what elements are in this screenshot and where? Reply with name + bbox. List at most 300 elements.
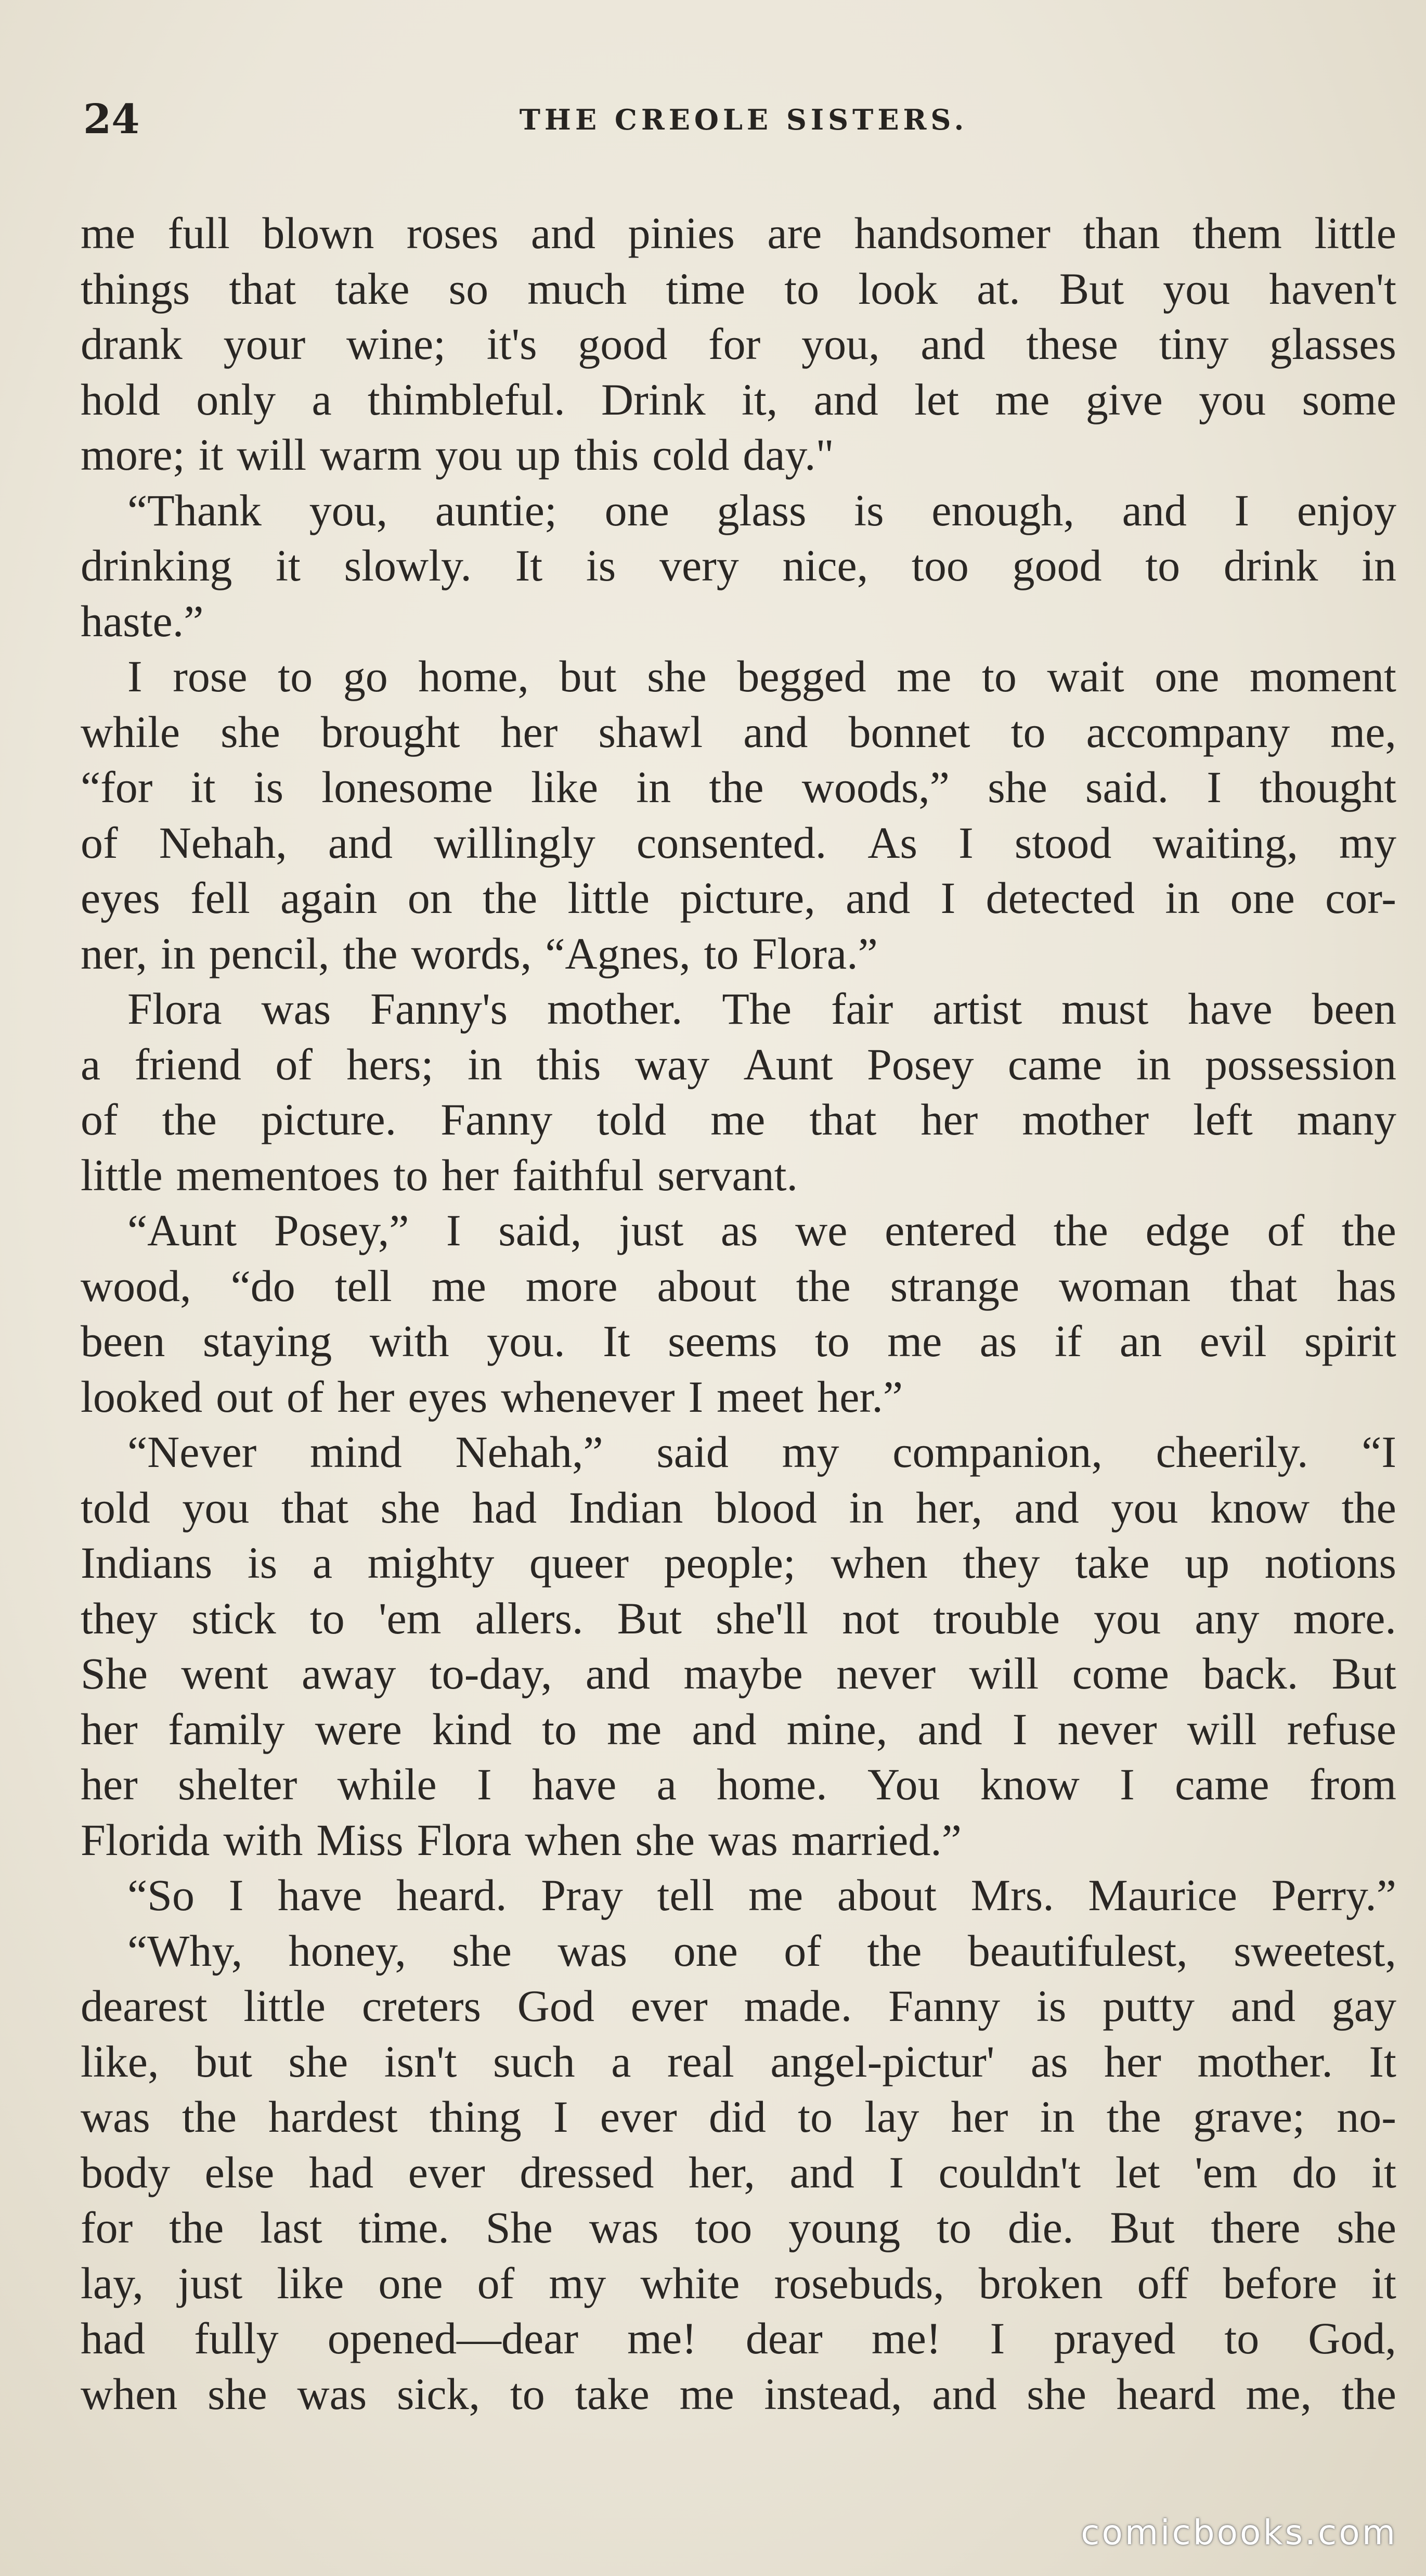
text-line	[81, 316, 1396, 372]
word: As	[867, 817, 917, 868]
word: woman	[1059, 1260, 1191, 1311]
word: and	[1230, 1981, 1295, 2031]
word: to	[393, 1150, 429, 1200]
word: “Never	[127, 1427, 257, 1477]
word: when	[81, 2368, 178, 2419]
text-line	[81, 1480, 1396, 1536]
word: Nehah,”	[455, 1427, 603, 1477]
word: came	[1175, 1759, 1269, 1809]
word: had	[308, 2147, 374, 2197]
word: time	[666, 263, 746, 314]
word: came	[1007, 1039, 1103, 1089]
word: eyes	[408, 1371, 488, 1422]
word: last	[260, 2203, 322, 2252]
word: in	[849, 1482, 884, 1532]
word: has	[1337, 1260, 1396, 1311]
word: Indian	[568, 1482, 683, 1532]
word: was	[297, 2368, 367, 2419]
word: said.	[1085, 762, 1169, 812]
word: they	[81, 1593, 158, 1643]
word: with	[223, 1814, 303, 1865]
word: ever	[630, 1981, 708, 2031]
word: like	[277, 2258, 344, 2308]
word: I	[1012, 1704, 1028, 1754]
word: me!	[871, 2313, 941, 2363]
word: have	[278, 1870, 362, 1920]
word: off	[1137, 2258, 1189, 2308]
word: take	[575, 2368, 650, 2419]
word: will	[1187, 1704, 1257, 1754]
word: we	[795, 1205, 848, 1255]
word: ever	[408, 2147, 485, 2197]
word: seems	[668, 1316, 777, 1366]
word: to	[542, 1704, 577, 1754]
word: to	[937, 2203, 971, 2252]
word: I	[477, 1759, 492, 1809]
word: and	[743, 706, 808, 757]
word: God	[517, 1981, 594, 2031]
word: Posey,”	[274, 1205, 409, 1255]
word: thimbleful.	[367, 374, 565, 424]
word: give	[1085, 374, 1163, 424]
word: drank	[81, 319, 183, 369]
word: not	[842, 1593, 900, 1643]
word: body	[81, 2147, 170, 2197]
word: her	[81, 1704, 138, 1754]
text-line	[81, 1148, 1396, 1203]
text-line	[81, 1591, 1396, 1646]
word: notions	[1264, 1538, 1396, 1588]
word: rosebuds,	[774, 2258, 944, 2308]
word: said,	[498, 1205, 582, 1255]
word: hardest	[268, 2092, 398, 2142]
word: had	[81, 2313, 146, 2363]
word: have	[1188, 984, 1273, 1034]
word: drinking	[81, 540, 232, 590]
word: let	[914, 374, 960, 424]
text-line	[81, 1313, 1396, 1369]
word: You	[867, 1759, 940, 1809]
text-line	[81, 1424, 1396, 1480]
word: in	[467, 1039, 502, 1089]
word: kind	[432, 1704, 512, 1754]
word: her	[500, 706, 558, 757]
word: in	[160, 928, 196, 978]
word: home,	[418, 651, 529, 701]
word: I	[889, 2147, 904, 2197]
word: I	[228, 1870, 244, 1920]
word: picture.	[261, 1094, 397, 1144]
word: a	[656, 1759, 677, 1809]
word: more	[525, 1260, 618, 1311]
text-line	[81, 759, 1396, 815]
word: handsomer	[854, 208, 1051, 258]
text-line	[81, 594, 1396, 649]
word: like,	[81, 2036, 159, 2086]
watermark-logo: comicbooks.com	[1081, 2513, 1397, 2553]
word: was	[589, 2203, 659, 2252]
word: to-day,	[429, 1648, 552, 1698]
word: She	[485, 2203, 553, 2252]
word: know	[980, 1759, 1080, 1809]
word: I	[688, 1371, 704, 1422]
word: full	[167, 208, 230, 258]
word: heard	[1116, 2368, 1216, 2419]
word: and	[328, 817, 393, 868]
word: day."	[743, 430, 834, 480]
word: the	[182, 2092, 237, 2142]
word: and	[846, 873, 911, 923]
word: Pray	[541, 1870, 623, 1920]
word: is	[586, 540, 616, 590]
word: more;	[81, 430, 185, 480]
word: up	[516, 430, 561, 480]
word: “So	[127, 1870, 195, 1920]
word: the	[1341, 1482, 1396, 1532]
word: Nehah,	[159, 817, 287, 868]
word: was	[708, 1814, 778, 1865]
word: me	[679, 2368, 734, 2419]
word: I	[553, 2092, 568, 2142]
word: staying	[202, 1316, 332, 1366]
word: was	[558, 1925, 628, 1976]
word: consented.	[636, 817, 827, 868]
word: possession	[1205, 1039, 1396, 1089]
word: a	[312, 1538, 333, 1588]
word: lay	[864, 2092, 919, 2142]
word: me	[81, 208, 136, 258]
word: to	[510, 2368, 545, 2419]
word: you,	[801, 319, 880, 369]
word: have	[531, 1759, 617, 1809]
body-text	[81, 205, 1396, 2422]
word: ner,	[81, 928, 147, 978]
word: lonesome	[321, 762, 493, 812]
word: strange	[890, 1260, 1020, 1311]
word: bonnet	[848, 706, 970, 757]
word: friend	[134, 1039, 241, 1089]
word: one	[378, 2258, 443, 2308]
word: it	[1371, 2147, 1396, 2197]
word: many	[1297, 1094, 1396, 1144]
word: faithful	[512, 1150, 644, 1200]
word: to	[1224, 2313, 1260, 2363]
text-line	[81, 870, 1396, 926]
word: any	[1195, 1593, 1260, 1643]
word: them	[1192, 208, 1282, 258]
word: before	[1223, 2258, 1338, 2308]
word: she	[288, 2036, 348, 2086]
word: little	[243, 1981, 326, 2031]
word: much	[527, 263, 627, 314]
word: Fanny	[888, 1981, 1001, 2031]
word: way	[634, 1039, 710, 1089]
word: for	[708, 319, 761, 369]
text-line	[81, 2145, 1396, 2200]
text-line	[81, 1369, 1396, 1425]
word: some	[1302, 374, 1396, 424]
word: had	[472, 1482, 537, 1532]
word: her	[921, 1094, 978, 1144]
word: you	[1094, 1593, 1161, 1643]
word: her,	[916, 1482, 982, 1532]
word: enough,	[931, 485, 1074, 535]
word: But	[1110, 2203, 1175, 2252]
word: willingly	[434, 817, 595, 868]
word: “for	[81, 762, 153, 812]
running-title: THE CREOLE SISTERS.	[519, 103, 968, 136]
word: she	[380, 1482, 440, 1532]
word: and	[789, 2147, 854, 2197]
word: her,	[688, 2147, 755, 2197]
word: made.	[744, 1981, 852, 2031]
word: up	[1185, 1538, 1230, 1588]
word: slowly.	[344, 540, 472, 590]
word: with	[369, 1316, 449, 1366]
word: my	[549, 2258, 606, 2308]
word: Flora	[417, 1814, 512, 1865]
word: is	[854, 485, 884, 535]
word: like	[531, 762, 599, 812]
word: about	[657, 1260, 757, 1311]
word: just	[178, 2258, 243, 2308]
word: servant.	[657, 1150, 798, 1200]
word: that	[281, 1482, 349, 1532]
word: one	[604, 485, 669, 535]
word: too	[695, 2203, 753, 2252]
word: honey,	[288, 1925, 406, 1976]
word: of	[275, 1039, 313, 1089]
word: mother.	[1197, 2036, 1333, 2086]
word: cold	[652, 430, 730, 480]
word: hold	[81, 374, 160, 424]
text-line	[81, 2311, 1396, 2366]
word: accompany	[1086, 706, 1290, 757]
word: she	[647, 651, 707, 701]
word: shelter	[178, 1759, 297, 1809]
word: drink	[1223, 540, 1318, 590]
word: spirit	[1304, 1316, 1396, 1366]
word: the	[867, 1925, 922, 1976]
word: But	[617, 1593, 682, 1643]
word: broken	[978, 2258, 1103, 2308]
word: out	[216, 1371, 273, 1422]
word: take	[1075, 1538, 1150, 1588]
word: allers.	[475, 1593, 584, 1643]
word: more.	[1293, 1593, 1396, 1643]
word: I	[1234, 485, 1250, 535]
word: artist	[932, 984, 1022, 1034]
word: look	[858, 263, 938, 314]
word: of	[286, 1371, 324, 1422]
word: she'll	[716, 1593, 809, 1643]
word: and	[692, 1704, 757, 1754]
text-line	[81, 981, 1396, 1037]
word: again	[280, 873, 378, 923]
word: said	[656, 1427, 729, 1477]
word: 'em	[378, 1593, 442, 1643]
text-line	[81, 1646, 1396, 1702]
word: roses	[406, 208, 499, 258]
word: tell	[334, 1260, 392, 1311]
word: moment	[1250, 651, 1396, 701]
word: wine;	[346, 319, 446, 369]
word: auntie;	[435, 485, 557, 535]
word: you	[182, 1482, 250, 1532]
word: hers;	[346, 1039, 434, 1089]
word: fully	[194, 2313, 279, 2363]
word: Florida	[81, 1814, 210, 1865]
word: heard.	[396, 1870, 507, 1920]
word: evil	[1199, 1316, 1267, 1366]
text-line	[81, 1702, 1396, 1757]
word: mother	[1022, 1094, 1149, 1144]
word: cheerily.	[1156, 1427, 1308, 1477]
word: just	[618, 1205, 684, 1255]
word: and	[1014, 1482, 1079, 1532]
word: words,	[411, 928, 532, 978]
word: and	[917, 1704, 982, 1754]
word: I	[1120, 1759, 1135, 1809]
word: that	[229, 263, 296, 314]
word: away	[301, 1648, 396, 1698]
word: to	[1010, 706, 1046, 757]
word: the	[169, 2203, 224, 2252]
text-line	[81, 205, 1396, 261]
text-line	[81, 1258, 1396, 1314]
word: maybe	[683, 1648, 803, 1698]
word: and	[530, 208, 596, 258]
word: know	[1210, 1482, 1310, 1532]
word: one	[673, 1925, 738, 1976]
word: I	[127, 651, 142, 701]
word: she	[1027, 2368, 1086, 2419]
word: people;	[664, 1538, 796, 1588]
word: is	[253, 762, 284, 812]
word: take	[335, 263, 410, 314]
word: Fanny	[440, 1094, 553, 1144]
word: an	[1119, 1316, 1162, 1366]
word: one	[1155, 651, 1220, 701]
word: me,	[1246, 2368, 1312, 2419]
word: but	[195, 2036, 252, 2086]
word: never	[1057, 1704, 1157, 1754]
word: putty	[1103, 1981, 1195, 2031]
text-line	[81, 1092, 1396, 1148]
text-line	[81, 538, 1396, 594]
word: while	[337, 1759, 437, 1809]
word: edge	[1145, 1205, 1230, 1255]
text-line	[81, 926, 1396, 982]
word: lay,	[81, 2258, 144, 2308]
word: I	[1207, 762, 1222, 812]
word: that	[809, 1094, 877, 1144]
word: her	[81, 1759, 138, 1809]
word: of	[81, 817, 118, 868]
word: it's	[486, 319, 537, 369]
word: warm	[320, 430, 422, 480]
word: your	[223, 319, 306, 369]
word: nice,	[782, 540, 868, 590]
word: you	[1111, 1482, 1178, 1532]
word: you,	[309, 485, 388, 535]
word: wood,	[81, 1260, 191, 1311]
word: too	[911, 540, 969, 590]
word: stick	[191, 1593, 276, 1643]
word: trouble	[933, 1593, 1060, 1643]
word: whenever	[501, 1371, 675, 1422]
word: her	[951, 2092, 1008, 2142]
word: the	[162, 1094, 217, 1144]
word: prayed	[1054, 2313, 1176, 2363]
word: of	[1267, 1205, 1305, 1255]
word: white	[640, 2258, 740, 2308]
text-line	[81, 1867, 1396, 1923]
word: blood	[715, 1482, 817, 1532]
word: me	[710, 1094, 766, 1144]
word: waiting,	[1152, 817, 1298, 868]
word: her	[1104, 2036, 1161, 2086]
word: from	[1309, 1759, 1396, 1809]
word: told	[81, 1482, 150, 1532]
word: opened—dear	[327, 2313, 579, 2363]
word: angel-pictur'	[770, 2036, 995, 2086]
word: isn't	[384, 2036, 457, 2086]
word: real	[667, 2036, 734, 2086]
word: shawl	[598, 706, 703, 757]
word: been	[81, 1316, 165, 1366]
word: to	[1145, 540, 1181, 590]
word: picture,	[680, 873, 815, 923]
text-line	[81, 483, 1396, 538]
text-line	[81, 649, 1396, 704]
word: told	[597, 1094, 667, 1144]
text-line	[81, 2366, 1396, 2422]
word: me	[887, 1316, 942, 1366]
word: her.”	[817, 1371, 903, 1422]
word: in	[1040, 2092, 1075, 2142]
word: dearest	[81, 1981, 208, 2031]
word: to	[309, 1593, 345, 1643]
word: and	[1122, 485, 1187, 535]
word: tiny	[1159, 319, 1229, 369]
word: tell	[657, 1870, 715, 1920]
word: Indians	[81, 1538, 213, 1588]
word: come	[1072, 1648, 1169, 1698]
word: creters	[361, 1981, 481, 2031]
word: fair	[831, 984, 893, 1034]
text-line	[81, 1978, 1396, 2034]
word: the	[709, 762, 764, 812]
word: stood	[1014, 817, 1112, 868]
word: when	[525, 1814, 622, 1865]
word: begged	[737, 651, 866, 701]
word: “do	[230, 1260, 295, 1311]
word: glasses	[1269, 319, 1396, 369]
word: the	[343, 928, 398, 978]
word: eyes	[81, 873, 160, 923]
word: only	[196, 374, 276, 424]
text-line	[81, 1037, 1396, 1092]
word: It	[603, 1316, 630, 1366]
word: this	[574, 430, 639, 480]
word: ever	[600, 2092, 677, 2142]
word: detected	[986, 873, 1135, 923]
word: I	[446, 1205, 461, 1255]
text-line	[81, 815, 1396, 871]
word: haven't	[1269, 263, 1396, 314]
word: refuse	[1287, 1704, 1396, 1754]
